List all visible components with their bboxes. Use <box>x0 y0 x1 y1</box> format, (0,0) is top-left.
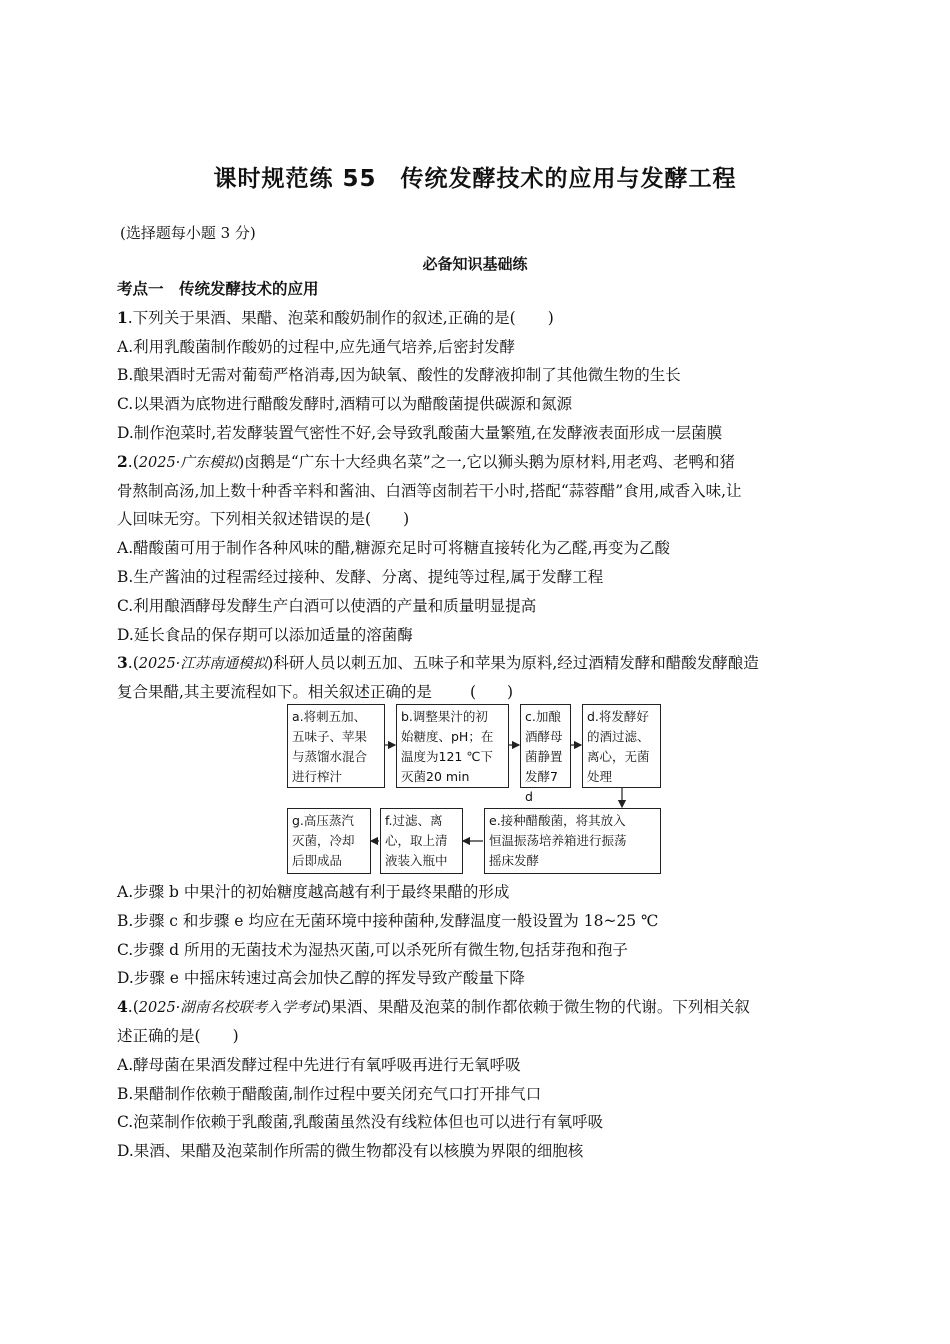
kaodian-heading: 考点一 传统发酵技术的应用 <box>117 280 319 298</box>
question-3-stem-line-2: 复合果醋,其主要流程如下。相关叙述正确的是 ( ) <box>117 683 514 702</box>
flow-step-b: b.调整果汁的初 始糖度、pH；在 温度为121 ℃下 灭菌20 min <box>396 704 509 788</box>
question-1-option-d: D.制作泡菜时,若发酵装置气密性不好,会导致乳酸菌大量繁殖,在发酵液表面形成一层菌膜 <box>117 423 723 442</box>
question-3-option-c: C.步骤 d 所用的无菌技术为湿热灭菌,可以杀死所有微生物,包括芽孢和孢子 <box>117 940 628 959</box>
question-2-stem-line-3: 人回味无穷。下列相关叙述错误的是( ) <box>117 510 410 529</box>
question-1-option-b: B.酿果酒时无需对葡萄严格消毒,因为缺氧、酸性的发酵液抑制了其他微生物的生长 <box>117 366 681 385</box>
process-flow-diagram <box>287 704 663 876</box>
question-3-option-a: A.步骤 b 中果汁的初始糖度越高越有利于最终果醋的形成 <box>117 883 510 901</box>
question-2-option-d: D.延长食品的保存期可以添加适量的溶菌酶 <box>117 625 413 644</box>
question-4-option-d: D.果酒、果醋及泡菜制作所需的微生物都没有以核膜为界限的细胞核 <box>117 1142 584 1161</box>
question-1-text: .下列关于果酒、果醋、泡菜和酸奶制作的叙述,正确的是( <box>127 308 516 327</box>
question-2-source: 2025·广东模拟 <box>138 454 239 471</box>
question-2-option-b: B.生产酱油的过程需经过接种、发酵、分离、提纯等过程,属于发酵工程 <box>117 567 604 586</box>
question-1-option-a: A.利用乳酸菌制作酸奶的过程中,应先通气培养,后密封发酵 <box>117 337 515 356</box>
question-4-option-b: B.果醋制作依赖于醋酸菌,制作过程中要关闭充气口打开排气口 <box>117 1084 542 1103</box>
section-heading: 必备知识基础练 <box>422 255 528 273</box>
question-3-stem-line-1: 3.(2025·江苏南通模拟)科研人员以刺五加、五味子和苹果为原料,经过酒精发酵和醋酸发酵酿造 <box>117 653 759 673</box>
flow-step-a: a.将刺五加、 五味子、苹果 与蒸馏水混合 进行榨汁 <box>287 704 385 788</box>
question-1-option-c: C.以果酒为底物进行醋酸发酵时,酒精可以为醋酸菌提供碳源和氮源 <box>117 395 573 414</box>
question-2-stem-line-1: 2.(2025·广东模拟)卤鹅是“广东十大经典名菜”之一,它以狮头鹅为原材料,用老鸡、老鸭和猪 <box>117 451 736 471</box>
question-4-number: 4 <box>117 997 128 1017</box>
question-2-option-a: A.醋酸菌可用于制作各种风味的醋,糖源充足时可将糖直接转化为乙醛,再变为乙酸 <box>117 539 670 558</box>
question-4-option-c: C.泡菜制作依赖于乳酸菌,乳酸菌虽然没有线粒体但也可以进行有氧呼吸 <box>117 1113 604 1132</box>
flow-step-g: g.高压蒸汽 灭菌，冷却 后即成品 <box>287 808 371 874</box>
flow-step-c: c.加酿 酒酵母 菌静置 发酵7 d <box>520 704 571 788</box>
page-title: 课时规范练 55 传统发酵技术的应用与发酵工程 <box>213 166 737 192</box>
question-3-source: 2025·江苏南通模拟 <box>138 656 268 673</box>
question-4-source: 2025·湖南名校联考入学考试 <box>138 1000 326 1017</box>
flow-step-f: f.过滤、离 心，取上清 液装入瓶中 <box>380 808 463 874</box>
question-1-number: 1 <box>117 307 128 327</box>
flow-step-e: e.接种醋酸菌，将其放入 恒温振荡培养箱进行振荡 摇床发酵 <box>484 808 661 874</box>
question-4-option-a: A.酵母菌在果酒发酵过程中先进行有氧呼吸再进行无氧呼吸 <box>117 1055 521 1074</box>
question-2-option-c: C.利用酿酒酵母发酵生产白酒可以使酒的产量和质量明显提高 <box>117 596 537 615</box>
question-4-stem-line-1: 4.(2025·湖南名校联考入学考试)果酒、果醋及泡菜的制作都依赖于微生物的代谢。下列相关叙 <box>117 997 750 1017</box>
question-3-number: 3 <box>117 653 128 673</box>
question-3-option-d: D.步骤 e 中摇床转速过高会加快乙醇的挥发导致产酸量下降 <box>117 969 525 988</box>
question-4-stem-line-2: 述正确的是( ) <box>117 1026 239 1045</box>
question-2-number: 2 <box>117 451 128 471</box>
question-3-option-b: B.步骤 c 和步骤 e 均应在无菌环境中接种菌种,发酵温度一般设置为 18~25 ℃ <box>117 911 659 930</box>
scoring-note: (选择题每小题 3 分) <box>120 224 256 242</box>
question-2-stem-line-2: 骨熬制高汤,加上数十种香辛料和酱油、白酒等卤制若干小时,搭配“蒜蓉醋”食用,咸香入味,让 <box>117 481 742 500</box>
question-block-1 <box>117 275 837 707</box>
flow-step-d: d.将发酵好 的酒过滤、 离心，无菌 处理 <box>582 704 661 788</box>
question-1-close: ) <box>547 308 554 327</box>
question-block-2 <box>117 878 837 1166</box>
question-1-stem <box>117 304 837 333</box>
